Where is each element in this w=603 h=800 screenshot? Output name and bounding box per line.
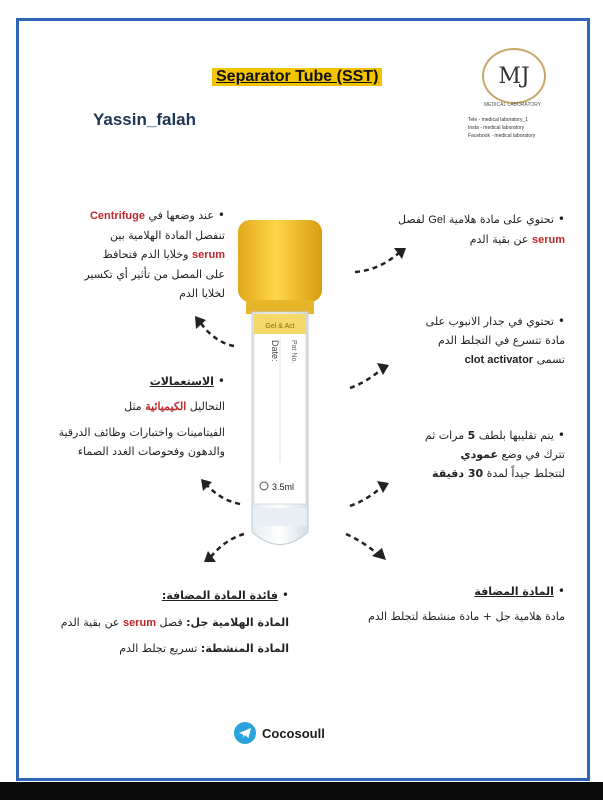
uses-line: التحاليل — [186, 400, 225, 413]
mix-line: تترك في وضع — [498, 448, 565, 461]
uses-line: والدهون وفحوصات الغدد الصماء — [77, 445, 225, 458]
mix-line: لتتجلط جيداً لمدة — [483, 467, 565, 480]
centrifuge-line: وخلايا الدم فتحافظ — [102, 248, 192, 261]
tube-cap — [238, 220, 322, 314]
arrow-to-uses — [196, 476, 246, 510]
clot-line: تحتوي في جدار الانبوب على — [425, 315, 554, 328]
tube-volume: 3.5ml — [272, 482, 295, 492]
logo-subtitle: MEDICAL LABORATORY — [484, 102, 542, 108]
mix-line: يتم تقليبها بلطف — [475, 429, 554, 442]
sst-tube-illustration — [230, 212, 340, 562]
mix-count: 5 — [467, 429, 476, 442]
author-name: Yassin_falah — [93, 110, 197, 129]
logo-lines — [468, 116, 568, 140]
arrow-to-gel — [350, 244, 410, 278]
benefit-line: تسريع تجلط الدم — [119, 642, 201, 655]
serum-term: serum — [123, 617, 157, 629]
benefit-line: فصل — [156, 616, 187, 629]
mix-duration: 30 دقيقة — [432, 467, 484, 480]
benefit-heading: فائدة المادة المضافة: — [161, 589, 278, 602]
logo — [482, 48, 546, 104]
centrifuge-line: على المصل من تأثير أي تكسير — [84, 268, 225, 281]
mixing-block: •يتم تقليبها بلطف 5 مرات ثم تترك في وضع عمودي لتتجلط جيداً لمدة 30 دقيقة — [424, 428, 565, 480]
uses-block: •الاستعمالات التحاليل الكيميائية مثل الفيتامينات واختبارات وظائف الدرقية والدهون وفحوصات الغدد الصماء — [25, 372, 225, 461]
arrow-to-mixing — [345, 478, 395, 512]
benefit-activator-label: المادة المنشطة: — [200, 642, 289, 655]
bottom-bar — [0, 782, 603, 800]
arrow-to-clot — [345, 360, 395, 394]
benefit-gel-label: المادة الهلامية جل: — [186, 616, 289, 629]
clot-activator-term: clot activator — [464, 354, 534, 366]
tube-label-text: Gel & Act — [265, 323, 295, 330]
centrifuge-line: تنفصل المادة الهلامية بين — [110, 229, 225, 242]
logo-line: Facebook - medical laboratory — [468, 133, 536, 139]
clot-block: •تحتوي في جدار الانبوب على مادة تتسرع في التجلط الدم تسمى clot activator — [365, 312, 565, 370]
tube-gel — [253, 508, 307, 526]
clot-line: مادة تتسرع في التجلط الدم — [437, 334, 565, 347]
mix-vertical: عمودي — [460, 448, 499, 461]
gel-text: تحتوي على مادة هلامية — [445, 213, 554, 226]
chemical-term: الكيميائية — [145, 401, 187, 413]
additive-block: •المادة المضافة مادة هلامية جل + مادة منشطة لتجلط الدم — [325, 582, 565, 626]
benefit-line: عن بقية الدم — [60, 616, 123, 629]
tube-field-patno: Pat No. — [290, 340, 297, 364]
centrifuge-line: عند وضعها في — [144, 209, 214, 222]
additive-heading: المادة المضافة — [474, 585, 554, 598]
centrifuge-block: •عند وضعها في Centrifuge تنفصل المادة الهلامية بين serum وخلايا الدم فتحافظ على المصل من تأثير أي تكسير لخلايا الدم — [35, 206, 225, 303]
gel-block: •تحتوي على مادة هلامية Gel لفصل serum عن بقية الدم — [397, 212, 565, 246]
serum-term: serum — [191, 249, 225, 261]
page-title: Separator Tube (SST) — [212, 68, 382, 86]
additive-body: مادة هلامية جل + مادة منشطة لتجلط الدم — [368, 610, 565, 623]
telegram-icon — [234, 722, 256, 744]
gel-term: Gel — [428, 214, 446, 226]
arrow-to-additive — [342, 528, 392, 564]
gel-text: عن بقية الدم — [469, 233, 532, 246]
centrifuge-term: Centrifuge — [89, 210, 145, 222]
tube-field-date: Date: — [270, 340, 280, 362]
logo-mark: MJ — [498, 63, 530, 89]
mix-line: مرات ثم — [424, 429, 468, 442]
arrow-to-centrifuge — [190, 312, 240, 352]
channel-name[interactable]: Cocosoull — [262, 725, 325, 741]
arrow-to-benefit — [200, 528, 250, 568]
uses-line: مثل — [124, 400, 146, 413]
uses-heading: الاستعمالات — [149, 375, 214, 388]
serum-term: serum — [531, 234, 565, 246]
centrifuge-line: لخلايا الدم — [179, 287, 225, 300]
logo-line: Insta - medical laboratory — [468, 125, 525, 131]
uses-line: الفيتامينات واختبارات وظائف الدرقية — [58, 426, 225, 439]
logo-line: Tele - medical laboratory_1 — [468, 117, 529, 123]
clot-line: تسمى — [533, 353, 565, 366]
benefit-block: •فائدة المادة المضافة: المادة الهلامية جل: فصل serum عن بقية الدم المادة المنشطة: تسريع تجلط الدم — [60, 588, 289, 655]
gel-text: لفصل — [397, 213, 429, 226]
footer-channel[interactable] — [234, 722, 325, 744]
